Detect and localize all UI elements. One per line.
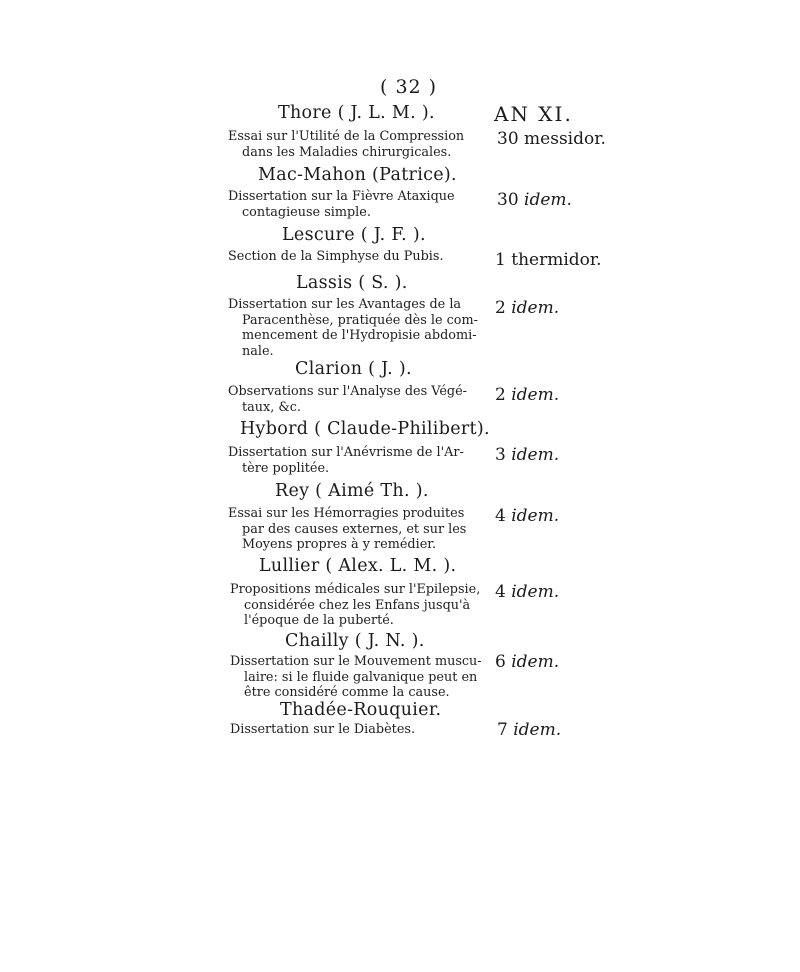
date-month: idem. — [524, 190, 572, 210]
date-month: idem. — [511, 445, 560, 465]
thesis-line: Essai sur l'Utilité de la Compression — [228, 129, 465, 144]
year-header: AN XI. — [494, 102, 573, 126]
thesis-line: taux, &c. — [242, 399, 301, 415]
thesis-line: l'époque de la puberté. — [244, 613, 394, 628]
thesis-line: par des causes externes, et sur les — [242, 521, 467, 537]
date-day: 1 — [495, 250, 506, 270]
date-month: idem. — [511, 385, 560, 405]
thesis-line: Dissertation sur la Fièvre Ataxique — [228, 189, 455, 204]
thesis-line: Paracenthèse, pratiquée dès le com- — [242, 312, 478, 328]
thesis-date — [497, 720, 561, 740]
author-name: Lescure ( J. F. ). — [282, 225, 426, 245]
date-month: idem. — [511, 298, 560, 318]
date-day: 2 — [495, 298, 506, 318]
thesis-date — [495, 445, 559, 465]
date-month: messidor. — [524, 129, 606, 149]
thesis-line: Section de la Simphyse du Pubis. — [228, 249, 444, 264]
thesis-line: Dissertation sur l'Anévrisme de l'Ar- — [228, 445, 464, 460]
date-month: idem. — [511, 582, 560, 602]
author-name: Chailly ( J. N. ). — [285, 631, 425, 651]
author-name: Mac-Mahon (Patrice). — [258, 165, 457, 185]
date-month: idem. — [511, 652, 560, 672]
thesis-title — [228, 249, 444, 265]
thesis-line: tère poplitée. — [242, 460, 330, 476]
date-day: 2 — [495, 385, 506, 405]
thesis-title — [230, 654, 482, 701]
author-name: Thadée-Rouquier. — [280, 700, 442, 720]
author-name: Hybord ( Claude-Philibert). — [240, 419, 490, 439]
date-day: 3 — [495, 445, 506, 465]
thesis-title — [228, 297, 478, 359]
thesis-date — [495, 298, 559, 318]
thesis-title — [228, 189, 455, 220]
thesis-line: Dissertation sur le Mouvement muscu- — [230, 654, 482, 669]
thesis-line: contagieuse simple. — [242, 204, 371, 220]
author-name: Lassis ( S. ). — [296, 273, 408, 293]
thesis-title — [228, 506, 466, 553]
thesis-line: mencement de l'Hydropisie abdomi- — [242, 328, 477, 343]
author-name: Rey ( Aimé Th. ). — [275, 481, 429, 501]
thesis-line: dans les Maladies chirurgicales. — [242, 144, 452, 160]
page-number: ( 32 ) — [380, 76, 438, 98]
thesis-line: nale. — [242, 343, 274, 359]
thesis-date — [497, 190, 572, 210]
date-month: thermidor. — [511, 250, 602, 270]
thesis-title — [230, 582, 480, 629]
thesis-line: être considéré comme la cause. — [244, 685, 450, 700]
thesis-line: Moyens propres à y remédier. — [242, 537, 437, 552]
thesis-title — [228, 445, 464, 476]
date-day: 4 — [495, 582, 506, 602]
thesis-line: Dissertation sur les Avantages de la — [228, 297, 462, 312]
thesis-date — [495, 250, 602, 270]
thesis-title — [228, 384, 467, 415]
date-day: 30 — [497, 129, 519, 149]
thesis-title — [228, 129, 464, 160]
thesis-line: Essai sur les Hémorragies produites — [228, 506, 465, 521]
thesis-title — [230, 722, 415, 738]
date-day: 7 — [497, 720, 508, 740]
thesis-date — [495, 582, 559, 602]
date-day: 30 — [497, 190, 519, 210]
date-month: idem. — [513, 720, 562, 740]
author-name: Clarion ( J. ). — [295, 359, 412, 379]
thesis-date — [495, 506, 559, 526]
thesis-date — [497, 129, 606, 149]
date-day: 6 — [495, 652, 506, 672]
thesis-line: considérée chez les Enfans jusqu'à — [244, 597, 471, 613]
thesis-date — [495, 385, 559, 405]
thesis-line: Dissertation sur le Diabètes. — [230, 722, 416, 737]
author-name: Lullier ( Alex. L. M. ). — [259, 556, 457, 576]
date-day: 4 — [495, 506, 506, 526]
thesis-line: Observations sur l'Analyse des Végé- — [228, 384, 467, 399]
date-month: idem. — [511, 506, 560, 526]
thesis-date — [495, 652, 559, 672]
thesis-line: laire: si le fluide galvanique peut en — [244, 669, 478, 685]
author-name: Thore ( J. L. M. ). — [278, 103, 435, 123]
thesis-line: Propositions médicales sur l'Epilepsie, — [230, 582, 481, 597]
